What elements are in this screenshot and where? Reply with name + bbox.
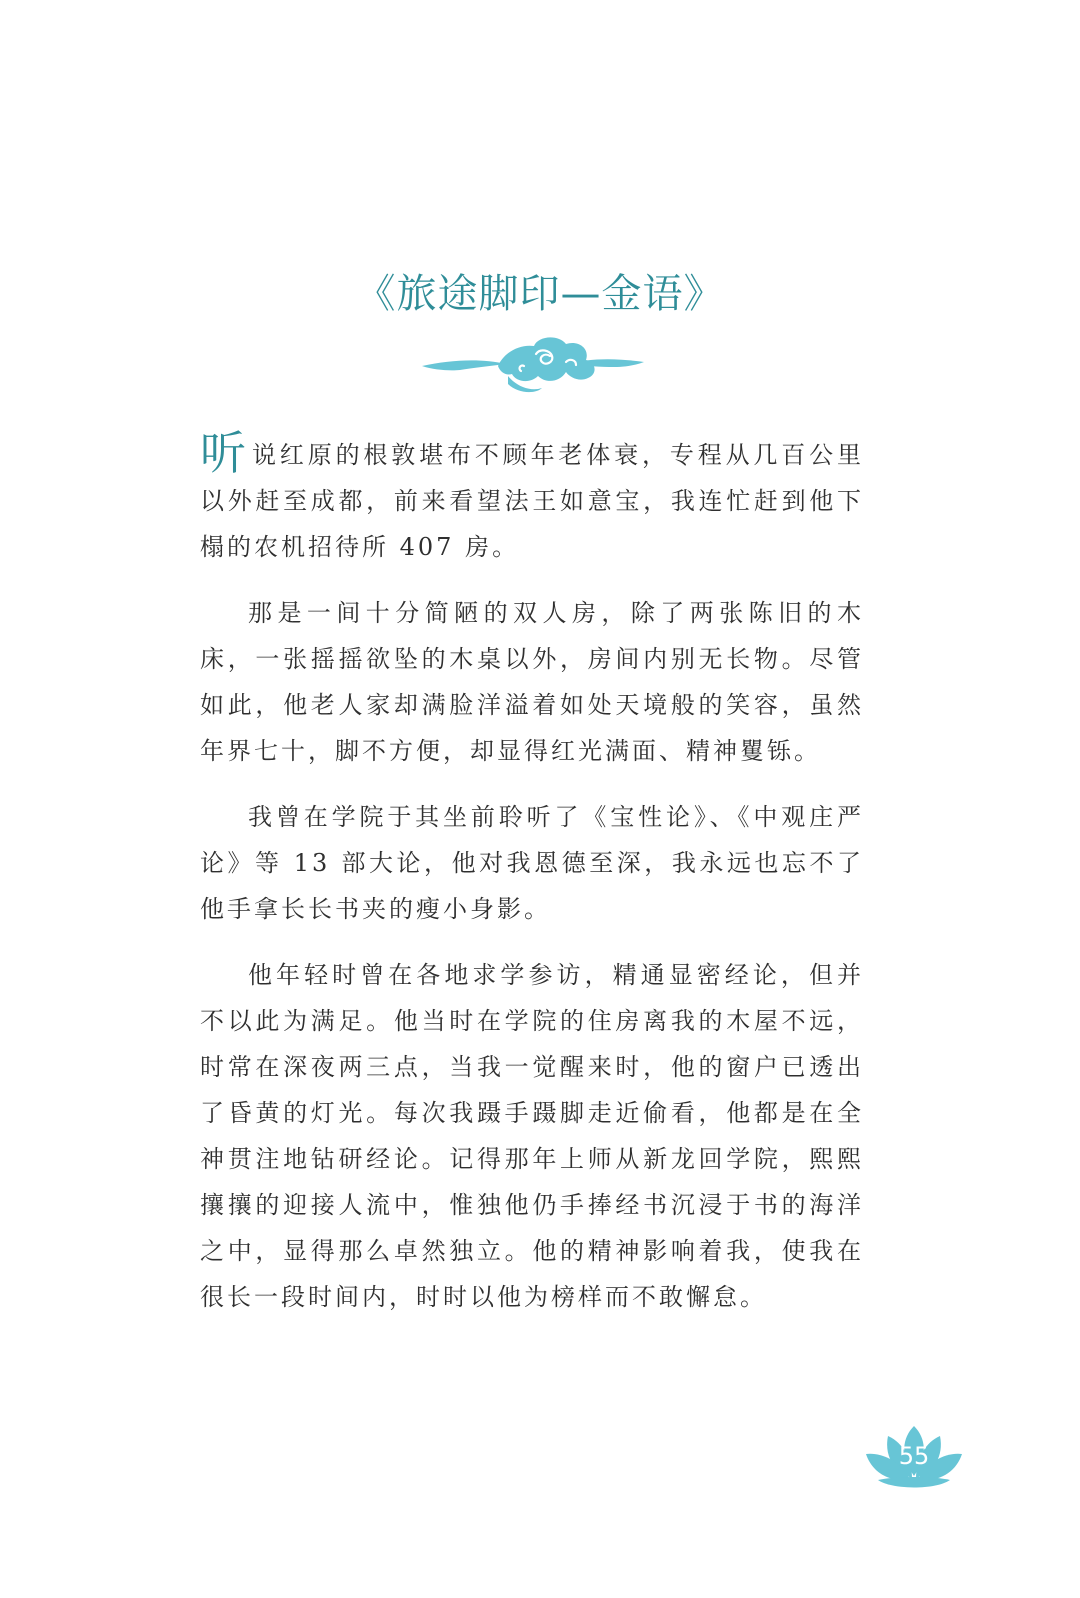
article-body (200, 426, 864, 1340)
paragraph-text: 说红原的根敦堪布不顾年老体衰，专程从几百公里以外赶至成都，前来看望法王如意宝，我连忙赶到他下榻的农机招待所 407 房。 (200, 441, 864, 561)
paragraph-text: 那是一间十分简陋的双人房，除了两张陈旧的木床，一张摇摇欲坠的木桌以外，房间内别无长物。尽管如此，他老人家却满脸洋溢着如处天境般的笑容，虽然年界七十，脚不方便，却显得红光满面、精神矍铄。 (200, 599, 864, 765)
paragraph-text: 他年轻时曾在各地求学参访，精通显密经论，但并不以此为满足。他当时在学院的住房离我的木屋不远，时常在深夜两三点，当我一觉醒来时，他的窗户已透出了昏黄的灯光。每次我蹑手蹑脚走近偷看，他都是在全神贯注地钻研经论。记得那年上师从新龙回学院，熙熙攘攘的迎接人流中，惟独他仍手捧经书沉浸于书的海洋之中，显得那么卓然独立。他的精神影响着我，使我在很长一段时间内，时时以他为榜样而不敢懈怠。 (200, 961, 864, 1311)
page-number: 55 (898, 1442, 930, 1470)
paragraph (200, 590, 864, 774)
page-title: 《旅途脚印—金语》 (355, 271, 725, 317)
cloud-ornament-icon (420, 332, 646, 396)
drop-cap: 听 (200, 426, 246, 480)
paragraph (200, 426, 864, 570)
paragraph-text: 我曾在学院于其坐前聆听了《宝性论》、《中观庄严论》等 13 部大论，他对我恩德至深，我永远也忘不了他手拿长长书夹的瘦小身影。 (200, 803, 864, 923)
paragraph (200, 952, 864, 1320)
paragraph (200, 794, 864, 932)
